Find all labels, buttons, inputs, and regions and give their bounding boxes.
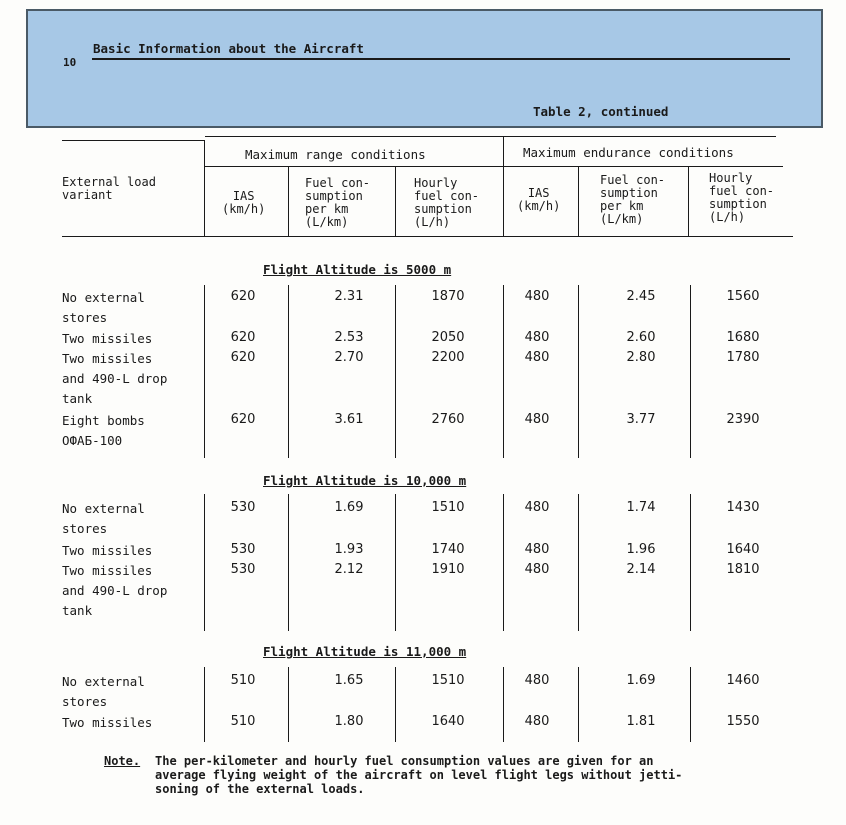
header-divider	[688, 167, 689, 236]
table-cell: 480	[524, 500, 550, 515]
row-header-label	[62, 176, 192, 202]
column-divider	[503, 285, 504, 458]
column-divider	[288, 285, 289, 458]
row-label: Two missiles	[62, 331, 153, 346]
table-cell: 1.96	[626, 542, 656, 557]
table-cell: 620	[230, 350, 256, 365]
table-cell: 1870	[431, 289, 465, 304]
table-cell: 480	[524, 714, 550, 729]
table-cell: 2.31	[334, 289, 364, 304]
note-label: Note.	[104, 754, 141, 768]
table-cell: 2.14	[626, 562, 656, 577]
table-cell: 1.65	[334, 673, 364, 688]
table-top-rule	[205, 136, 776, 137]
table-cell: 480	[524, 412, 550, 427]
table-cell: 1.74	[626, 500, 656, 515]
table-cell: 530	[230, 562, 256, 577]
section-title: Flight Altitude is 10,000 m	[263, 473, 467, 488]
header-rule	[92, 58, 790, 60]
table-cell: 620	[230, 412, 256, 427]
row-label: Two missiles	[62, 543, 153, 558]
column-divider	[395, 494, 396, 631]
table-cell: 2760	[431, 412, 465, 427]
col-header-end-ias: IAS (km/h)	[517, 186, 561, 213]
table-cell: 2.60	[626, 330, 656, 345]
table-cell: 2.12	[334, 562, 364, 577]
col-header-range-ias: IAS (km/h)	[222, 189, 266, 216]
table-cell: 1640	[431, 714, 465, 729]
table-cell: 1510	[431, 673, 465, 688]
row-label: Two missiles and 490-L drop tank	[62, 563, 168, 618]
range-group-header: Maximum range conditions	[245, 147, 426, 162]
table-cell: 3.61	[334, 412, 364, 427]
note-text: The per-kilometer and hourly fuel consumption values are given for an average flying weight of the aircraft on level flight legs without jetti- soning of the external loads.	[155, 754, 683, 796]
table-cell: 1.93	[334, 542, 364, 557]
table-cell: 530	[230, 500, 256, 515]
column-divider	[395, 285, 396, 458]
column-divider	[690, 494, 691, 631]
table-cell: 1510	[431, 500, 465, 515]
column-divider	[503, 494, 504, 631]
table-cell: 1680	[726, 330, 760, 345]
table-cell: 480	[524, 350, 550, 365]
table-cell: 1430	[726, 500, 760, 515]
table-cell: 2.53	[334, 330, 364, 345]
table-cell: 2.45	[626, 289, 656, 304]
table-cell: 620	[230, 330, 256, 345]
column-divider	[204, 285, 205, 458]
table-cell: 2050	[431, 330, 465, 345]
table-cell: 1810	[726, 562, 760, 577]
row-header-text: External load variant	[62, 175, 156, 202]
row-label: Two missiles	[62, 715, 153, 730]
endurance-group-header: Maximum endurance conditions	[523, 145, 734, 160]
table-cell: 480	[524, 542, 550, 557]
column-divider	[690, 667, 691, 742]
table-cell: 1.69	[334, 500, 364, 515]
column-divider	[288, 494, 289, 631]
column-divider	[578, 667, 579, 742]
column-divider	[578, 285, 579, 458]
column-divider	[204, 494, 205, 631]
row-label: Eight bombs ОФАБ-100	[62, 413, 145, 448]
page-header-band	[26, 9, 823, 128]
table-cell: 1560	[726, 289, 760, 304]
table-cell: 1.69	[626, 673, 656, 688]
header-divider	[288, 167, 289, 236]
table-cell: 1460	[726, 673, 760, 688]
table-cell: 1.80	[334, 714, 364, 729]
table-header-left-rule	[62, 140, 205, 141]
column-divider	[204, 667, 205, 742]
table-cell: 480	[524, 673, 550, 688]
table-cell: 480	[524, 562, 550, 577]
table-cell: 1780	[726, 350, 760, 365]
table-cell: 1740	[431, 542, 465, 557]
col-header-range-hourly: Hourly fuel con- sumption (L/h)	[414, 176, 480, 229]
table-cell: 480	[524, 330, 550, 345]
col-header-end-fuel-km: Fuel con- sumption per km (L/km)	[600, 173, 666, 226]
row-label: No external stores	[62, 674, 145, 709]
group-header-rule	[205, 166, 783, 167]
column-divider	[288, 667, 289, 742]
column-divider	[690, 285, 691, 458]
column-divider	[578, 494, 579, 631]
col-header-range-fuel-km: Fuel con- sumption per km (L/km)	[305, 176, 371, 229]
table-cell: 530	[230, 542, 256, 557]
page-number: 10	[63, 56, 77, 69]
table-cell: 1640	[726, 542, 760, 557]
table-cell: 1550	[726, 714, 760, 729]
table-cell: 1.81	[626, 714, 656, 729]
section-title: Flight Altitude is 5000 m	[263, 262, 452, 277]
table-caption: Table 2, continued	[533, 104, 669, 119]
table-cell: 620	[230, 289, 256, 304]
header-divider	[204, 140, 205, 236]
column-header-bottom-rule	[62, 236, 793, 237]
table-cell: 2390	[726, 412, 760, 427]
header-divider	[395, 167, 396, 236]
table-cell: 2.70	[334, 350, 364, 365]
table-cell: 2200	[431, 350, 465, 365]
col-header-end-hourly: Hourly fuel con- sumption (L/h)	[709, 171, 775, 224]
row-label: No external stores	[62, 501, 145, 536]
table-cell: 510	[230, 714, 256, 729]
table-cell: 3.77	[626, 412, 656, 427]
table-cell: 1910	[431, 562, 465, 577]
column-divider	[395, 667, 396, 742]
section-title: Flight Altitude is 11,000 m	[263, 644, 467, 659]
table-cell: 510	[230, 673, 256, 688]
column-divider	[503, 667, 504, 742]
header-divider	[578, 167, 579, 236]
footnote	[104, 754, 140, 768]
table-cell: 480	[524, 289, 550, 304]
chapter-title: Basic Information about the Aircraft	[93, 41, 364, 56]
table-cell: 2.80	[626, 350, 656, 365]
header-divider	[503, 137, 504, 236]
row-label: Two missiles and 490-L drop tank	[62, 351, 168, 406]
row-label: No external stores	[62, 290, 145, 325]
